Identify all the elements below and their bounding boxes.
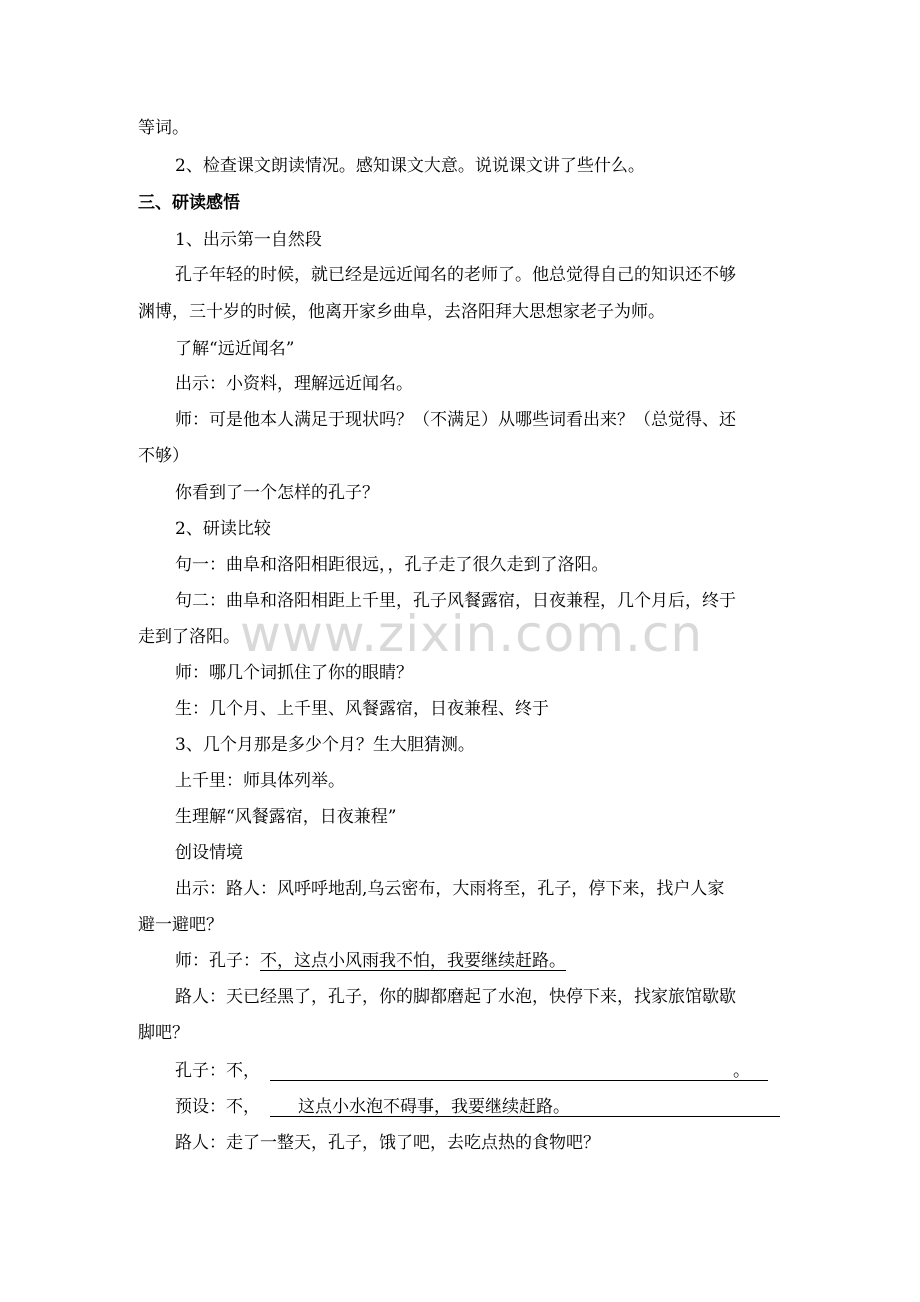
text-line: 句一：曲阜和洛阳相距很远，，孔子走了很久走到了洛阳。 — [175, 555, 609, 575]
text-line: 2、检查课文朗读情况。感知课文大意。说说课文讲了些什么。 — [175, 156, 645, 176]
text-line: 路人：天已经黑了，孔子，你的脚都磨起了水泡，快停下来，找家旅馆歇歇 — [175, 987, 736, 1007]
text-line: 孔子：不， — [175, 1061, 260, 1081]
blank-answer-text: 这点小水泡不碍事，我要继续赶路。 — [298, 1097, 570, 1117]
blank-end-mark: 。 — [733, 1061, 750, 1081]
line-prefix: 师：孔子： — [175, 951, 260, 971]
text-line: 师：哪几个词抓住了你的眼睛？ — [175, 663, 413, 683]
fill-in-blank — [270, 1058, 768, 1081]
text-line: 避一避吧？ — [138, 915, 223, 935]
watermark: www.zixin.com.cn — [240, 605, 704, 663]
text-line — [175, 950, 566, 972]
text-line: 路人：走了一整天，孔子，饿了吧，去吃点热的食物吧？ — [175, 1133, 600, 1153]
text-line: 1、出示第一自然段 — [175, 230, 322, 250]
text-line: 脚吧？ — [138, 1023, 189, 1043]
text-line: 走到了洛阳。 — [138, 627, 240, 647]
text-line: 了解“远近闻名” — [175, 339, 295, 359]
text-line: 2、研读比较 — [175, 519, 271, 539]
text-line: 孔子年轻的时候，就已经是远近闻名的老师了。他总觉得自己的知识还不够 — [175, 265, 736, 285]
text-line: 你看到了一个怎样的孔子？ — [175, 483, 379, 503]
text-line: 渊博，三十岁的时候，他离开家乡曲阜，去洛阳拜大思想家老子为师。 — [138, 302, 665, 322]
text-line: 预设：不， — [175, 1097, 260, 1117]
text-line: 师：可是他本人满足于现状吗？（不满足）从哪些词看出来？（总觉得、还 — [175, 410, 736, 430]
text-line: 上千里：师具体列举。 — [175, 771, 345, 791]
fill-in-blank-answer — [270, 1094, 780, 1117]
text-line: 不够） — [138, 446, 189, 466]
text-line: 句二：曲阜和洛阳相距上千里，孔子风餐露宿，日夜兼程，几个月后，终于 — [175, 591, 736, 611]
text-line: 出示：路人：风呼呼地刮,乌云密布，大雨将至，孔子，停下来，找户人家 — [175, 879, 725, 899]
section-heading: 三、研读感悟 — [138, 193, 240, 213]
text-line: 生：几个月、上千里、风餐露宿，日夜兼程、终于 — [175, 699, 549, 719]
text-line: 生理解“风餐露宿，日夜兼程” — [175, 807, 397, 827]
text-line: 创设情境 — [175, 843, 243, 863]
text-line: 3、几个月那是多少个月？生大胆猜测。 — [175, 735, 475, 755]
text-line: 出示：小资料，理解远近闻名。 — [175, 374, 413, 394]
underlined-answer: 不，这点小风雨我不怕，我要继续赶路。 — [260, 951, 566, 971]
text-line: 等词。 — [138, 118, 189, 138]
